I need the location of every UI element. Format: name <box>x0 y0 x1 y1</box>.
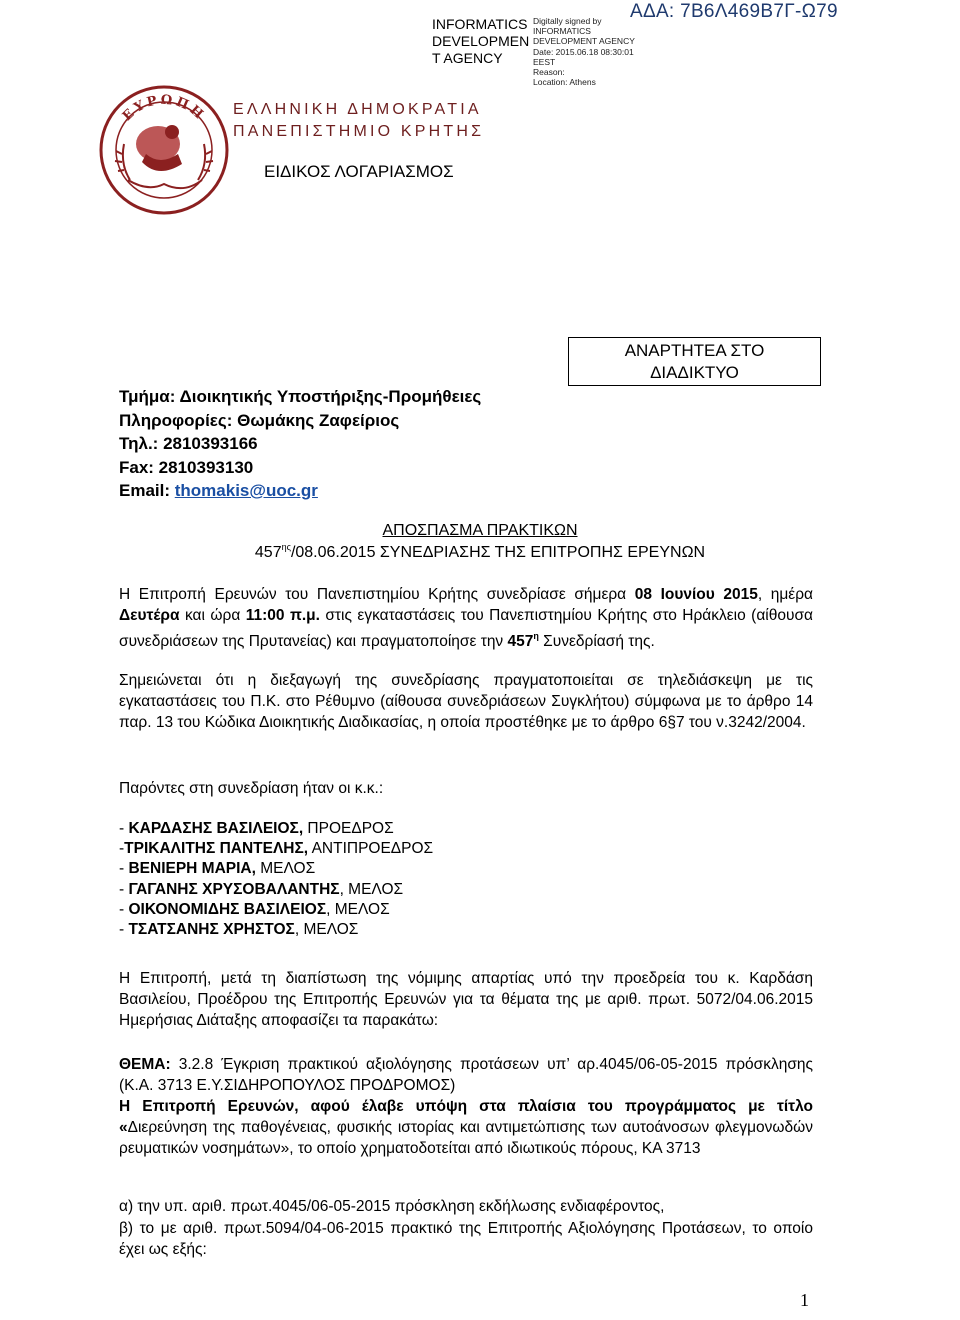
reference-b: β) το με αριθ. πρωτ.5094/04-06-2015 πρακτικό της Επιτροπής Αξιολόγησης Προτάσεων, το οποίο έχει ως εξής: <box>119 1220 813 1258</box>
header-republic: ΕΛΛΗΝΙΚΗ ΔΗΜΟΚΡΑΤΙΑ <box>233 101 482 118</box>
decision-intro: Η Επιτροπή Ερευνών, αφού έλαβε υπόψη στα πλαίσια του προγράμματος με τίτλο « <box>119 1098 813 1136</box>
session-title <box>0 542 960 562</box>
fax: Fax: 2810393130 <box>119 458 254 477</box>
signature-details <box>533 16 635 87</box>
text: Συνεδρίασή της. <box>538 633 655 650</box>
session-number: 457 <box>254 544 282 561</box>
member-role: , ΜΕΛΟΣ <box>294 921 359 939</box>
member-name: ΒΕΝΙΕΡΗ ΜΑΡΙΑ, <box>128 860 256 878</box>
phone: Τηλ.: 2810393166 <box>119 434 258 453</box>
meeting-day: Δευτέρα <box>119 607 180 624</box>
email-label: Email: <box>119 481 175 500</box>
member-prefix: - <box>119 880 129 898</box>
meeting-time: 11:00 π.μ. <box>245 607 320 624</box>
teleconference-text: Σημειώνεται ότι η διεξαγωγή της συνεδρίασης πραγματοποιείται σε τηλεδιάσκεψη με τις εγκαταστάσεις του Π.Κ. στο Ρέθυμνο (αίθουσα συνεδριάσεων Συγκλήτου) σύμφωνα με το άρθρο 14 παρ. 13 του Κώδικα Διοικητικής Διαδικασίας, η οποία προστέθηκε με το άρθρο 6§7 του ν.3242/2004. <box>119 672 813 731</box>
text: , ημέρα <box>757 586 813 603</box>
ada-code: ΑΔΑ: 7Β6Λ469Β7Γ-Ω79 <box>630 1 838 22</box>
member-name: ΟΙΚΟΝΟΜΙΔΗΣ ΒΑΣΙΛΕΙΟΣ <box>128 900 327 918</box>
seal-text: ΕΥΡΩΠΗ <box>119 92 209 125</box>
session-number: 457 <box>507 633 534 650</box>
quorum-paragraph: Η Επιτροπή, μετά τη διαπίστωση της νόμιμης απαρτίας υπό την προεδρεία του κ. Καρδάση Βασιλείου, Προέδρου της Επιτροπής Ερευνών για τα θέματα της με αριθ. πρωτ. 5072/04.06.2015 Ημερήσιας Διάταξης αποφασίζει τα παρακάτω: <box>119 970 813 1029</box>
member-prefix: - <box>119 840 125 858</box>
program-title: Διερεύνηση της παθογένειας, φυσικής ιστορίας και αντιμετώπισης των αυτοάνοσων φλεγμονωδών ρευματικών νοσημάτων», το οποίο χρηματοδοτείται από ιδιωτικούς πόρους <box>119 1119 813 1157</box>
program-code: , ΚΑ 3713 <box>633 1140 701 1157</box>
session-sup: η <box>533 631 539 641</box>
list-item <box>119 819 433 839</box>
list-item <box>119 839 433 859</box>
signature-detail-line: EEST <box>533 56 556 67</box>
member-role: , ΜΕΛΟΣ <box>326 900 390 918</box>
email-line <box>119 479 318 502</box>
signature-detail-line: Reason: <box>533 67 565 78</box>
reference-a: α) την υπ. αριθ. πρωτ.4045/06-05-2015 πρόσκληση εκδήλωσης ενδιαφέροντος, <box>119 1198 665 1215</box>
excerpt-title-text: ΑΠΟΣΠΑΣΜΑ ΠΡΑΚΤΙΚΩΝ <box>382 522 578 539</box>
info-contact: Πληροφορίες: Θωμάκης Ζαφείριος <box>119 411 400 430</box>
excerpt-title <box>0 522 960 540</box>
header-university: ΠΑΝΕΠΙΣΤΗΜΙΟ ΚΡΗΤΗΣ <box>233 123 485 140</box>
member-role: ΑΝΤΙΠΡΟΕΔΡΟΣ <box>308 840 434 858</box>
topic-paragraph <box>119 1054 813 1096</box>
signature-name <box>432 16 532 67</box>
member-name: ΚΑΡΔΑΣΗΣ ΒΑΣΙΛΕΙΟΣ, <box>128 820 304 837</box>
text: στις εγκαταστάσεις του Πανεπιστημίου Κρήτης στο Ηράκλειο (αίθουσα συνεδριάσεων της Πρυτανείας) και πραγματοποίησε την <box>119 607 813 650</box>
member-name: ΓΑΓΑΝΗΣ ΧΡΥΣΟΒΑΛΑΝΤΗΣ <box>128 880 340 898</box>
topic-text: 3.2.8 Έγκριση πρακτικού αξιολόγησης προτάσεων υπ’ αρ.4045/06-05-2015 πρόσκλησης (Κ.Α. 3713 Ε.Υ.ΣΙΔΗΡΟΠΟΥΛΟΣ ΠΡΟΔΡΟΜΟΣ) <box>119 1056 813 1094</box>
svg-text:ΕΥΡΩΠΗ <box>120 93 208 125</box>
member-name: ΤΡΙΚΑΛΙΤΗΣ ΠΑΝΤΕΛΗΣ, <box>124 840 309 858</box>
member-role: ΜΕΛΟΣ <box>255 860 316 878</box>
list-item <box>119 900 433 920</box>
teleconference-paragraph <box>119 670 813 733</box>
decision-paragraph <box>119 1096 813 1159</box>
signature-name-line: T AGENCY <box>432 50 503 66</box>
signature-name-line: INFORMATICS <box>432 16 528 32</box>
member-role: ΠΡΟΕΔΡΟΣ <box>303 820 394 837</box>
member-prefix: - <box>119 820 129 837</box>
session-sup: ης <box>281 542 291 552</box>
signature-detail-line: INFORMATICS <box>533 26 591 37</box>
present-line: Παρόντες στη συνεδρίαση ήταν οι κ.κ.: <box>119 780 384 797</box>
signature-detail-line: Date: 2015.06.18 08:30:01 <box>533 46 634 57</box>
posting-box-line: ΑΝΑΡΤΗΤΕΑ ΣΤΟ <box>624 341 765 360</box>
intro-paragraph <box>119 584 813 652</box>
email-link[interactable]: thomakis@uoc.gr <box>174 481 318 500</box>
university-seal-icon <box>98 84 230 216</box>
members-list <box>119 819 433 940</box>
session-title-rest: /08.06.2015 ΣΥΝΕΔΡΙΑΣΗΣ ΤΗΣ ΕΠΙΤΡΟΠΗΣ ΕΡΕΥΝΩΝ <box>290 544 706 561</box>
member-role: , ΜΕΛΟΣ <box>339 880 404 898</box>
member-prefix: - <box>119 900 129 918</box>
posting-box-line: ΔΙΑΔΙΚΤΥΟ <box>650 363 739 382</box>
member-prefix: - <box>119 860 129 878</box>
meeting-date: 08 Ιουνίου 2015 <box>634 586 758 603</box>
department: Τμήμα: Διοικητικής Υποστήριξης-Προμήθειες <box>119 387 482 406</box>
posting-box <box>568 337 821 386</box>
member-prefix: - <box>119 921 129 939</box>
list-item <box>119 880 433 900</box>
signature-detail-line: Digitally signed by <box>533 16 602 26</box>
signature-detail-line: DEVELOPMENT AGENCY <box>533 36 635 47</box>
list-item <box>119 920 433 940</box>
text: και ώρα <box>179 607 246 624</box>
special-account: ΕΙΔΙΚΟΣ ΛΟΓΑΡΙΑΣΜΟΣ <box>264 162 454 181</box>
list-item <box>119 859 433 879</box>
signature-name-line: DEVELOPMEN <box>432 33 530 49</box>
member-name: ΤΣΑΤΣΑΝΗΣ ΧΡΗΣΤΟΣ <box>128 921 295 939</box>
signature-detail-line: Location: Athens <box>533 77 596 88</box>
text: Η Επιτροπή Ερευνών του Πανεπιστημίου Κρήτης συνεδρίασε σήμερα <box>119 586 635 603</box>
page-number: 1 <box>800 1290 809 1310</box>
topic-label: ΘΕΜΑ: <box>119 1056 179 1073</box>
